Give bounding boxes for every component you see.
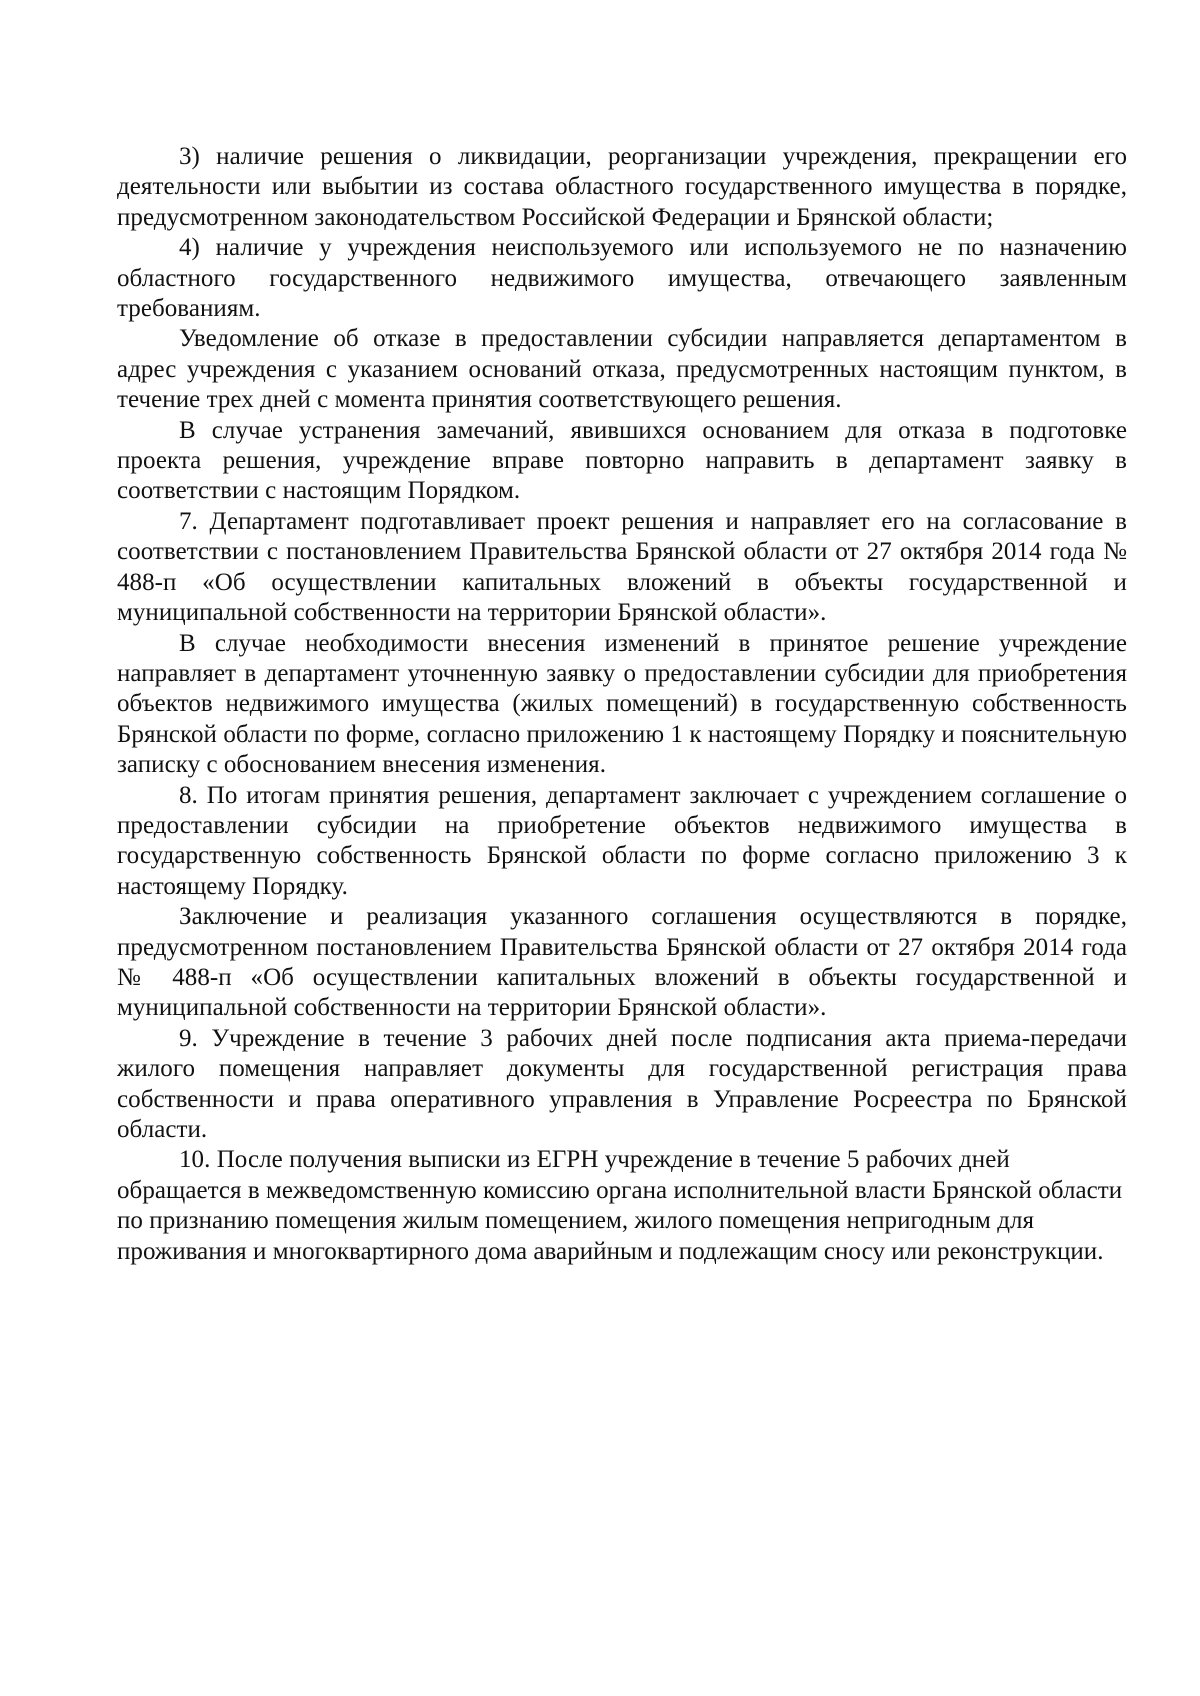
- paragraph-10: 10. После получения выписки из ЕГРН учреждение в течение 5 рабочих дней обращается в межведомственную комиссию органа исполнительной власти Брянской области по признанию помещения жилым помещением, жилого помещения непригодным для проживания и многоквартирного дома аварийным и подлежащим сносу или реконструкции.: [117, 1146, 1123, 1265]
- paragraph-8: 8. По итогам принятия решения, департамент заключает с учреждением соглашение о предоставлении субсидии на приобретение объектов недвижимого имущества в государственную собственность Брянской области по форме согласно приложению 3 к настоящему Порядку.: [117, 781, 1127, 900]
- paragraph-item-3: 3) наличие решения о ликвидации, реорганизации учреждения, прекращении его деятельности или выбытии из состава областного государственного имущества в порядке, предусмотренном законодательством Российской Федерации и Брянской области;: [117, 143, 1127, 231]
- paragraph-7: 7. Департамент подготавливает проект решения и направляет его на согласование в соответствии с постановлением Правительства Брянской области от 27 октября 2014 года № 488-п «Об осуществлении капитальных вложений в объекты государственной и муниципальной собственности на территории Брянской области».: [117, 507, 1127, 627]
- paragraph-agreement-conclusion: Заключение и реализация указанного соглашения осуществляются в порядке, предусмотренном постановлением Правительства Брянской области от 27 октября 2014 года № 488-п «Об осуществлении капитальных вложений в объекты государственной и муниципальной собственности на территории Брянской области».: [117, 903, 1127, 1022]
- paragraph-item-4: 4) наличие у учреждения неиспользуемого или используемого не по назначению областного государственного недвижимого имущества, отвечающего заявленным требованиям.: [117, 234, 1127, 323]
- paragraph-refusal-notice: Уведомление об отказе в предоставлении субсидии направляется департаментом в адрес учреждения с указанием оснований отказа, предусмотренных настоящим пунктом, в течение трех дней с момента принятия соответствующего решения.: [117, 325, 1127, 414]
- paragraph-changes-decision: В случае необходимости внесения изменений в принятое решение учреждение направляет в департамент уточненную заявку о предоставлении субсидии для приобретения объектов недвижимого имущества (жилых помещений) в государственную собственность Брянской области по форме, согласно приложению 1 к настоящему Порядку и пояснительную записку с обоснованием внесения изменения.: [117, 629, 1127, 779]
- document-body: [117, 142, 1127, 1267]
- paragraph-remarks-elimination: В случае устранения замечаний, явившихся основанием для отказа в подготовке проекта решения, учреждение вправе повторно направить в департамент заявку в соответствии с настоящим Порядком.: [117, 416, 1127, 505]
- paragraph-9: 9. Учреждение в течение 3 рабочих дней после подписания акта приема-передачи жилого помещения направляет документы для государственной регистрация права собственности и права оперативного управления в Управление Росреестра по Брянской области.: [117, 1024, 1127, 1143]
